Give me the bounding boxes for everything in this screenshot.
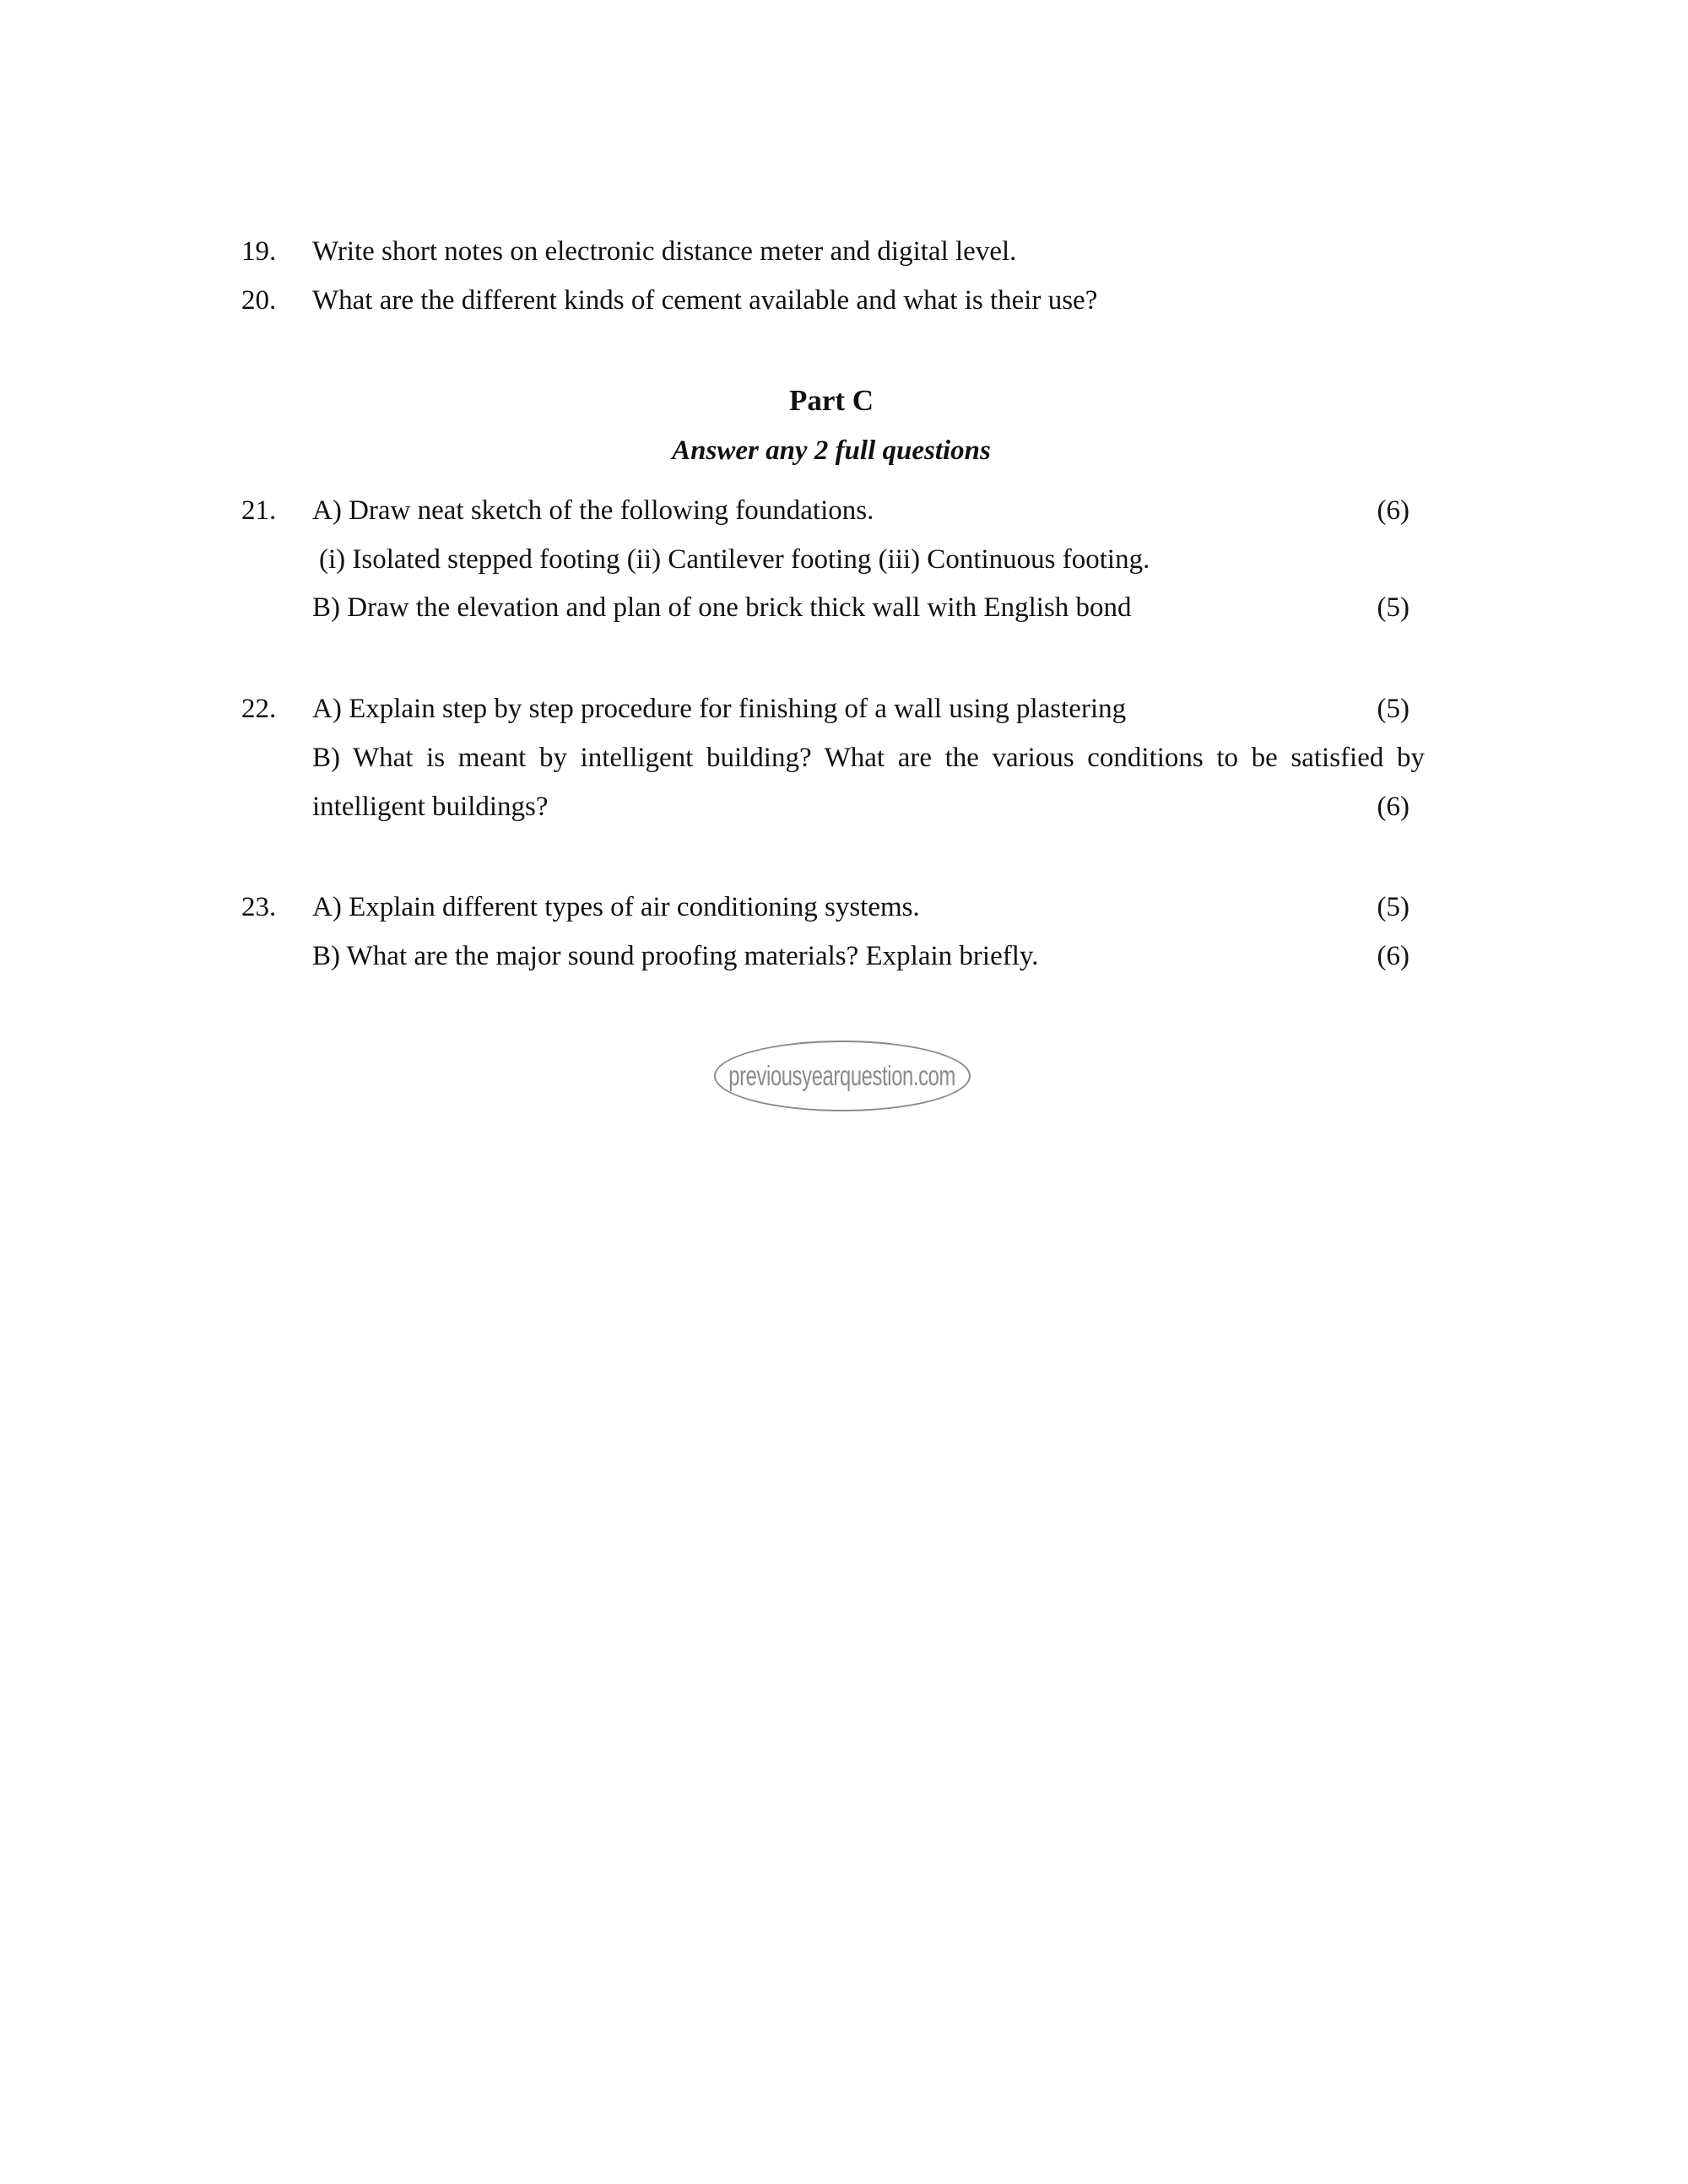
section-title: Part C bbox=[788, 384, 874, 417]
question-23a-text: A) Explain different types of air conditioning systems. bbox=[312, 892, 920, 922]
question-22a-text: A) Explain step by step procedure for finishing of a wall using plastering bbox=[312, 694, 1127, 724]
question-19-number: 19. bbox=[241, 236, 277, 267]
section-instruction: Answer any 2 full questions bbox=[672, 435, 991, 466]
question-21-number: 21. bbox=[241, 495, 277, 526]
question-21b-text: B) Draw the elevation and plan of one brick thick wall with English bond bbox=[312, 592, 1132, 623]
question-21b-marks: (5) bbox=[1377, 592, 1409, 623]
question-23a-marks: (5) bbox=[1377, 892, 1409, 922]
question-19-text: Write short notes on electronic distance meter and digital level. bbox=[312, 236, 1017, 267]
question-20-number: 20. bbox=[241, 285, 277, 316]
watermark-stamp bbox=[714, 1041, 971, 1111]
question-21a-subitems: (i) Isolated stepped footing (ii) Cantilever footing (iii) Continuous footing. bbox=[319, 544, 1150, 575]
question-21a-text: A) Draw neat sketch of the following foundations. bbox=[312, 495, 874, 526]
question-22a-marks: (5) bbox=[1377, 694, 1409, 724]
question-20-text: What are the different kinds of cement available and what is their use? bbox=[312, 285, 1098, 316]
question-23-number: 23. bbox=[241, 892, 277, 922]
question-22b-text-line2: intelligent buildings? bbox=[312, 792, 549, 822]
question-22-number: 22. bbox=[241, 694, 277, 724]
question-23b-marks: (6) bbox=[1377, 941, 1409, 971]
question-22b-marks: (6) bbox=[1377, 792, 1409, 822]
question-22b-text-line1: B) What is meant by intelligent building? What are the various conditions to be satisfied by bbox=[312, 743, 1425, 773]
watermark-text: previousyearquestion.com bbox=[728, 1060, 956, 1091]
question-23b-text: B) What are the major sound proofing materials? Explain briefly. bbox=[312, 941, 1039, 971]
question-21a-marks: (6) bbox=[1377, 495, 1409, 526]
